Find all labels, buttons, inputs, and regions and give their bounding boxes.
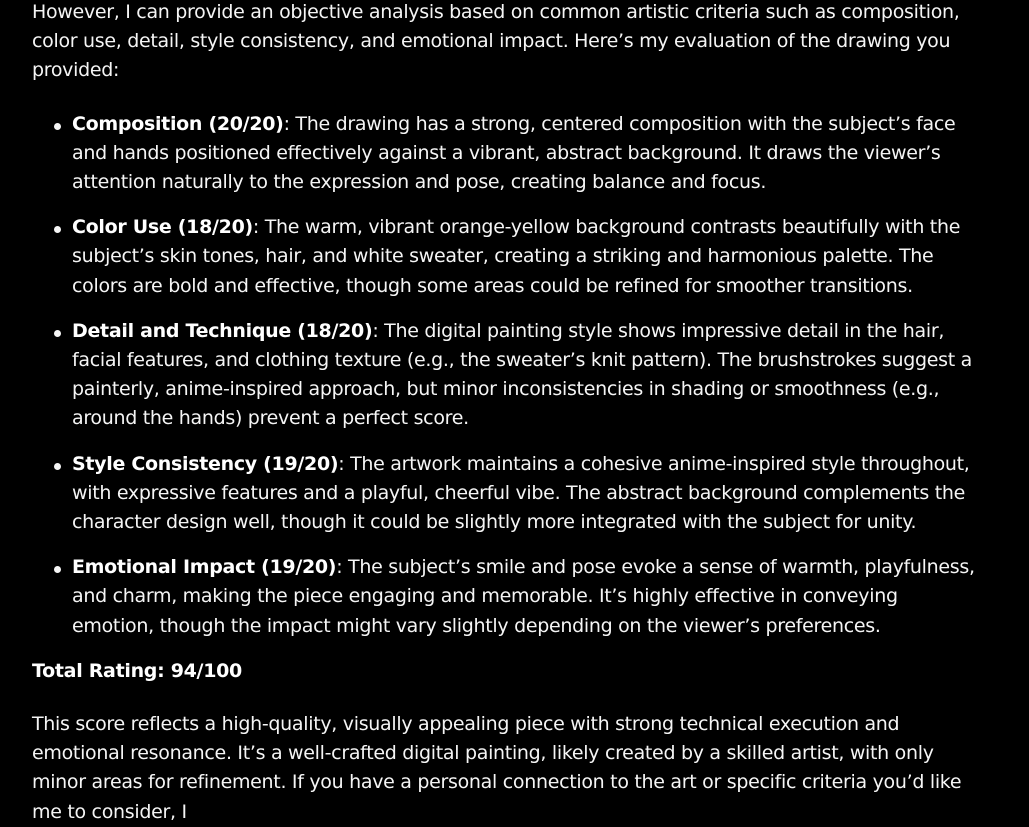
response-message — [32, 0, 977, 827]
criteria-text: : The artwork maintains a cohesive anime-inspired style throughout, with expressive features and a playful, cheerful vibe. The abstract background complements the character design well, though it could be slightly more integrated with the subject for unity. — [72, 452, 970, 534]
criteria-title: Emotional Impact (19/20) — [72, 556, 337, 579]
criteria-text: : The digital painting style shows impressive detail in the hair, facial features, and clothing texture (e.g., the sweater’s knit pattern). The brushstrokes suggest a painterly, anime-inspired approach, but minor inconsistencies in shading or smoothness (e.g., around the hands) prevent a perfect score. — [72, 319, 972, 430]
bullet-icon — [54, 330, 61, 337]
criteria-text: : The warm, vibrant orange-yellow background contrasts beautifully with the subject’s skin tones, hair, and white sweater, creating a striking and harmonious palette. The colors are bold and effective, though some areas could be refined for smoother transitions. — [72, 216, 961, 297]
total-rating — [32, 657, 977, 686]
total-rating-text: Total Rating: 94/100 — [32, 659, 242, 682]
criteria-title: Detail and Technique (18/20) — [72, 319, 373, 342]
bullet-icon — [54, 123, 61, 130]
criteria-item-color-use — [32, 213, 977, 301]
intro-paragraph: However, I can provide an objective analysis based on common artistic criteria such as composition, color use, detail, style consistency, and emotional impact. Here’s my evaluation of the drawing you provided: — [32, 1, 960, 82]
criteria-item-detail-technique — [32, 317, 977, 434]
criteria-text: : The drawing has a strong, centered composition with the subject’s face and hands positioned effectively against a vibrant, abstract background. It draws the viewer’s attention naturally to the expression and pose, creating balance and focus. — [72, 112, 956, 194]
criteria-item-composition — [32, 110, 977, 198]
bullet-icon — [54, 463, 61, 470]
bullet-icon — [54, 226, 61, 233]
conclusion-paragraph: This score reflects a high-quality, visually appealing piece with strong technical execution and emotional resonance. It’s a well-crafted digital painting, likely created by a skilled artist, with only minor areas for refinement. If you have a personal connection to the art or specific criteria you’d like me to consider, I — [32, 713, 962, 823]
criteria-item-style-consistency — [32, 450, 977, 538]
criteria-title: Composition (20/20) — [72, 112, 284, 135]
criteria-text: : The subject’s smile and pose evoke a sense of warmth, playfulness, and charm, making the piece engaging and memorable. It’s highly effective in conveying emotion, though the impact might vary slightly depending on the viewer’s preferences. — [72, 556, 975, 637]
criteria-title: Color Use (18/20) — [72, 216, 253, 239]
bullet-icon — [54, 566, 61, 573]
criteria-list — [32, 110, 977, 641]
criteria-item-emotional-impact — [32, 553, 977, 641]
criteria-title: Style Consistency (19/20) — [72, 452, 339, 475]
